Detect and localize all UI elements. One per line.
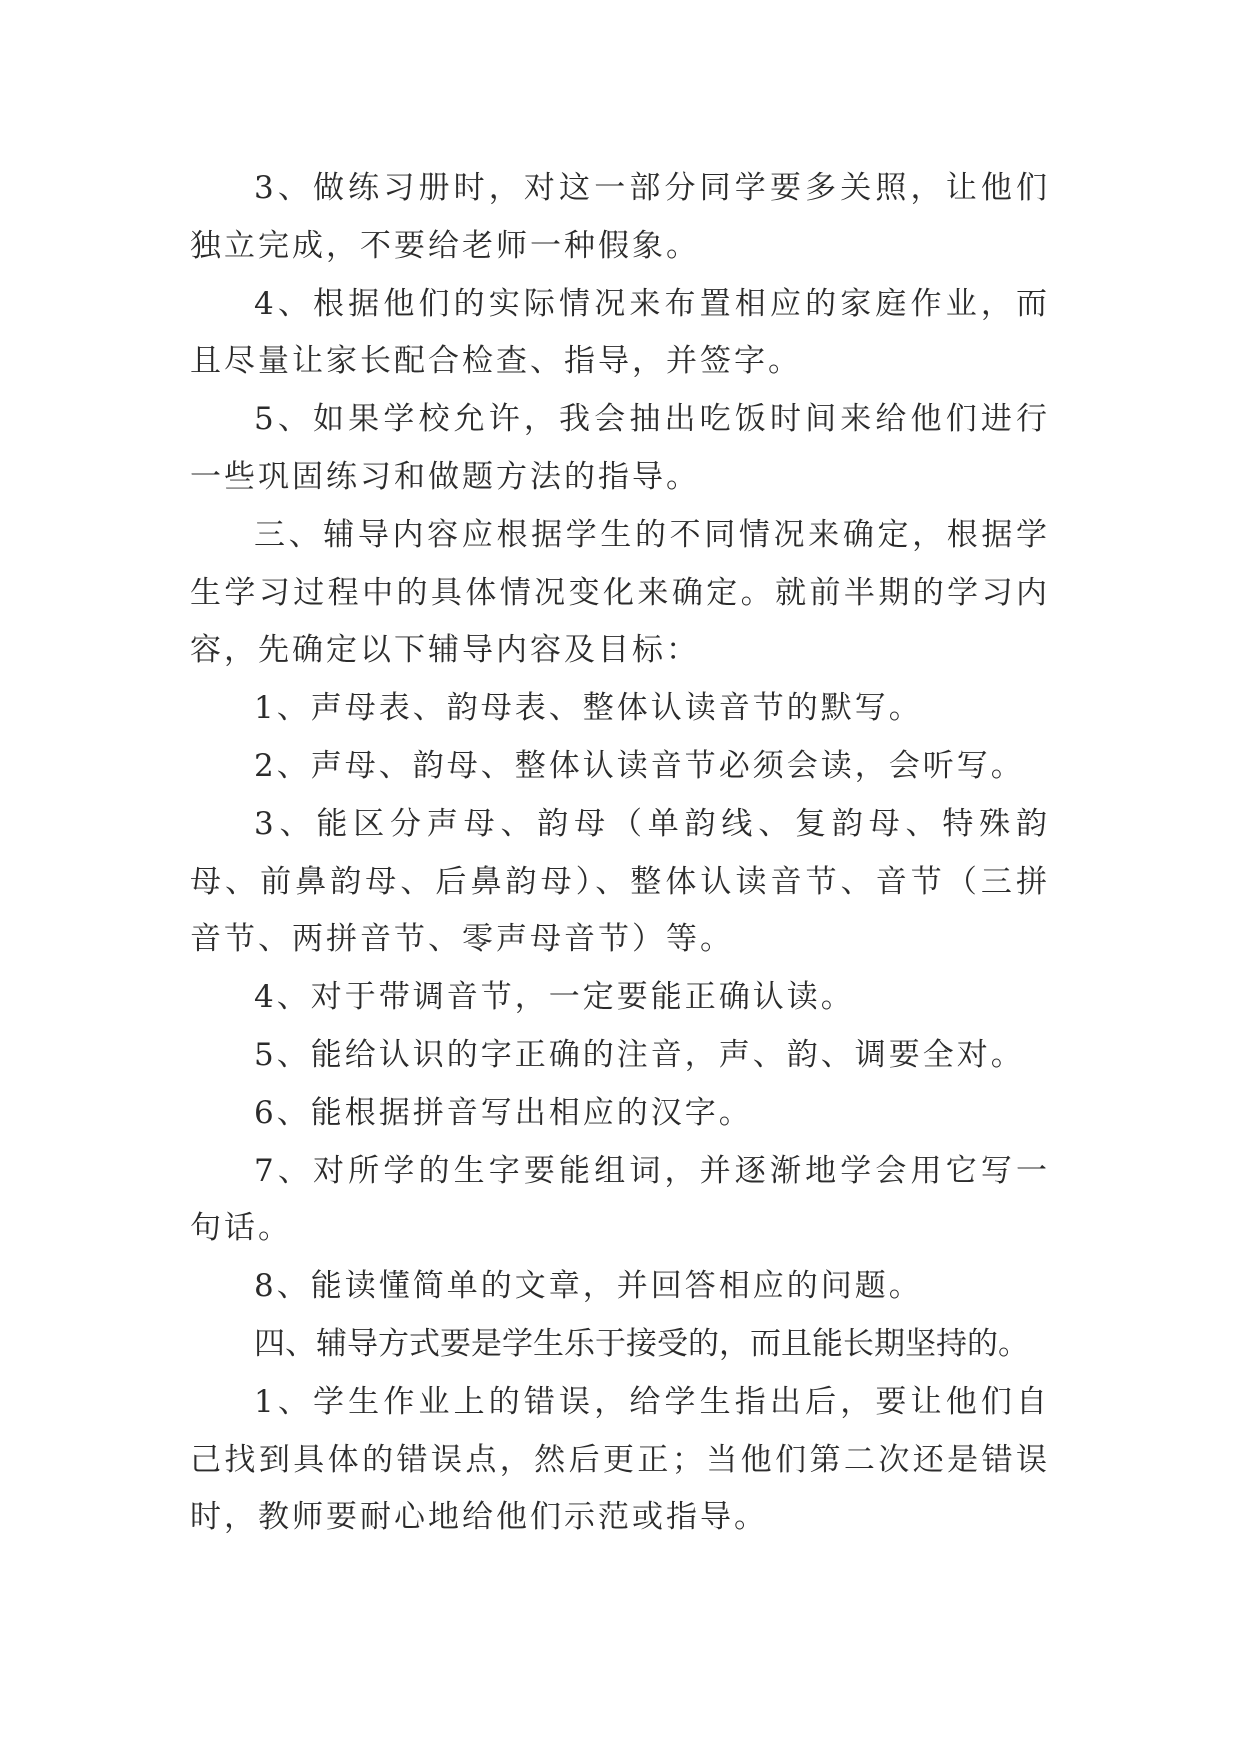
paragraph-homework: 4、根据他们的实际情况来布置相应的家庭作业，而且尽量让家长配合检查、指导，并签字。 (190, 285, 1050, 380)
paragraph-goal-5: 5、能给认识的字正确的注音，声、韵、调要全对。 (254, 1036, 1025, 1073)
paragraph-goal-2: 2、声母、韵母、整体认读音节必须会读，会听写。 (254, 747, 1025, 784)
paragraph-workbook: 3、做练习册时，对这一部分同学要多关照，让他们独立完成，不要给老师一种假象。 (190, 170, 1050, 264)
paragraph-lunch-practice: 5、如果学校允许，我会抽出吃饭时间来给他们进行一些巩固练习和做题方法的指导。 (190, 401, 1050, 495)
paragraph-goal-1: 1、声母表、韵母表、整体认读音节的默写。 (254, 690, 923, 727)
paragraph-goal-6: 6、能根据拼音写出相应的汉字。 (254, 1094, 753, 1131)
paragraph-goal-4: 4、对于带调音节，一定要能正确认读。 (254, 979, 855, 1016)
paragraph-goal-7: 7、对所学的生字要能组词，并逐渐地学会用它写一句话。 (190, 1152, 1050, 1247)
document-body (190, 160, 1050, 1547)
paragraph-section-four: 四、辅导方式要是学生乐于接受的，而且能长期坚持的。 (254, 1325, 1029, 1362)
paragraph-method-1: 1、学生作业上的错误，给学生指出后，要让他们自己找到具体的错误点，然后更正；当他们第二次还是错误时，教师要耐心地给他们示范或指导。 (190, 1383, 1050, 1536)
paragraph-section-three: 三、辅导内容应根据学生的不同情况来确定，根据学生学习过程中的具体情况变化来确定。就前半期的学习内容，先确定以下辅导内容及目标： (190, 516, 1050, 669)
paragraph-goal-8: 8、能读懂简单的文章，并回答相应的问题。 (254, 1268, 923, 1305)
paragraph-goal-3: 3、能区分声母、韵母（单韵线、复韵母、特殊韵母、前鼻韵母、后鼻韵母）、整体认读音节、音节（三拼音节、两拼音节、零声母音节）等。 (190, 805, 1050, 958)
